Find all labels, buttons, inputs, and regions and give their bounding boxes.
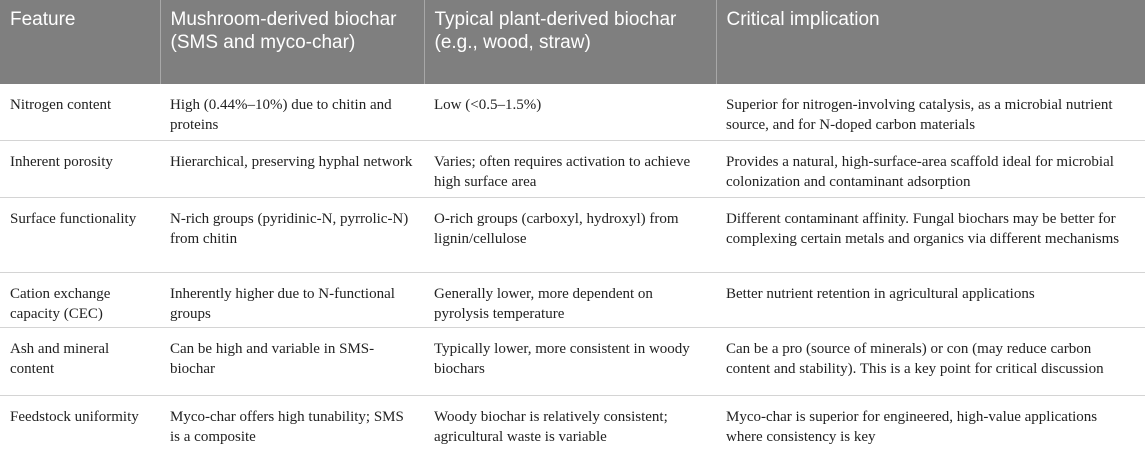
- cell-plant: Woody biochar is relatively consistent; agricultural waste is variable: [434, 408, 668, 445]
- table-row: [0, 197, 1145, 272]
- table-header: [0, 0, 1145, 84]
- cell-implication: Provides a natural, high-surface-area scaffold ideal for microbial colonization and contaminant adsorption: [716, 140, 1145, 197]
- cell-implication: Superior for nitrogen-involving catalysis, as a microbial nutrient source, and for N-doped carbon materials: [716, 84, 1145, 140]
- table-row: [0, 395, 1145, 470]
- cell-mushroom: N-rich groups (pyridinic-N, pyrrolic-N) from chitin: [160, 197, 424, 272]
- cell-feature: Feedstock uniformity: [10, 408, 139, 425]
- header-row: [0, 0, 1145, 84]
- cell-implication: Can be a pro (source of minerals) or con (may reduce carbon content and stability). This is a key point for critical discussion: [716, 327, 1145, 395]
- cell-implication: Better nutrient retention in agricultural applications: [716, 272, 1145, 327]
- cell-plant: O-rich groups (carboxyl, hydroxyl) from lignin/cellulose: [424, 197, 716, 272]
- table-row: [0, 140, 1145, 197]
- cell-implication: Myco-char is superior for engineered, high-value applications where consistency is key: [726, 408, 1098, 445]
- cell-plant: Generally lower, more dependent on pyrolysis temperature: [424, 272, 716, 327]
- header-mushroom-biochar: Mushroom-derived biochar (SMS and myco-char): [160, 0, 424, 84]
- cell-feature: Inherent porosity: [0, 140, 160, 197]
- header-feature: Feature: [0, 0, 160, 84]
- table-row: [0, 84, 1145, 140]
- cell-mushroom: Hierarchical, preserving hyphal network: [160, 140, 424, 197]
- cell-feature: Cation exchange capacity (CEC): [0, 272, 160, 327]
- cell-feature: Nitrogen content: [0, 84, 160, 140]
- cell-plant: Low (<0.5–1.5%): [424, 84, 716, 140]
- cell-plant: Varies; often requires activation to achieve high surface area: [424, 140, 716, 197]
- cell-plant: Typically lower, more consistent in woody biochars: [424, 327, 716, 395]
- header-plant-biochar: Typical plant-derived biochar (e.g., wood, straw): [424, 0, 716, 84]
- cell-feature: Surface functionality: [0, 197, 160, 272]
- table-row: [0, 272, 1145, 327]
- cell-mushroom: High (0.44%–10%) due to chitin and proteins: [160, 84, 424, 140]
- table-body: [0, 84, 1145, 470]
- cell-mushroom: Inherently higher due to N-functional groups: [160, 272, 424, 327]
- header-critical-implication: Critical implication: [716, 0, 1145, 84]
- cell-implication: Different contaminant affinity. Fungal biochars may be better for complexing certain metals and organics via different mechanisms: [716, 197, 1145, 272]
- cell-feature: Ash and mineral content: [0, 327, 160, 395]
- table-row: [0, 327, 1145, 395]
- cell-mushroom: Can be high and variable in SMS-biochar: [160, 327, 424, 395]
- cell-mushroom: Myco-char offers high tunability; SMS is a composite: [170, 408, 404, 445]
